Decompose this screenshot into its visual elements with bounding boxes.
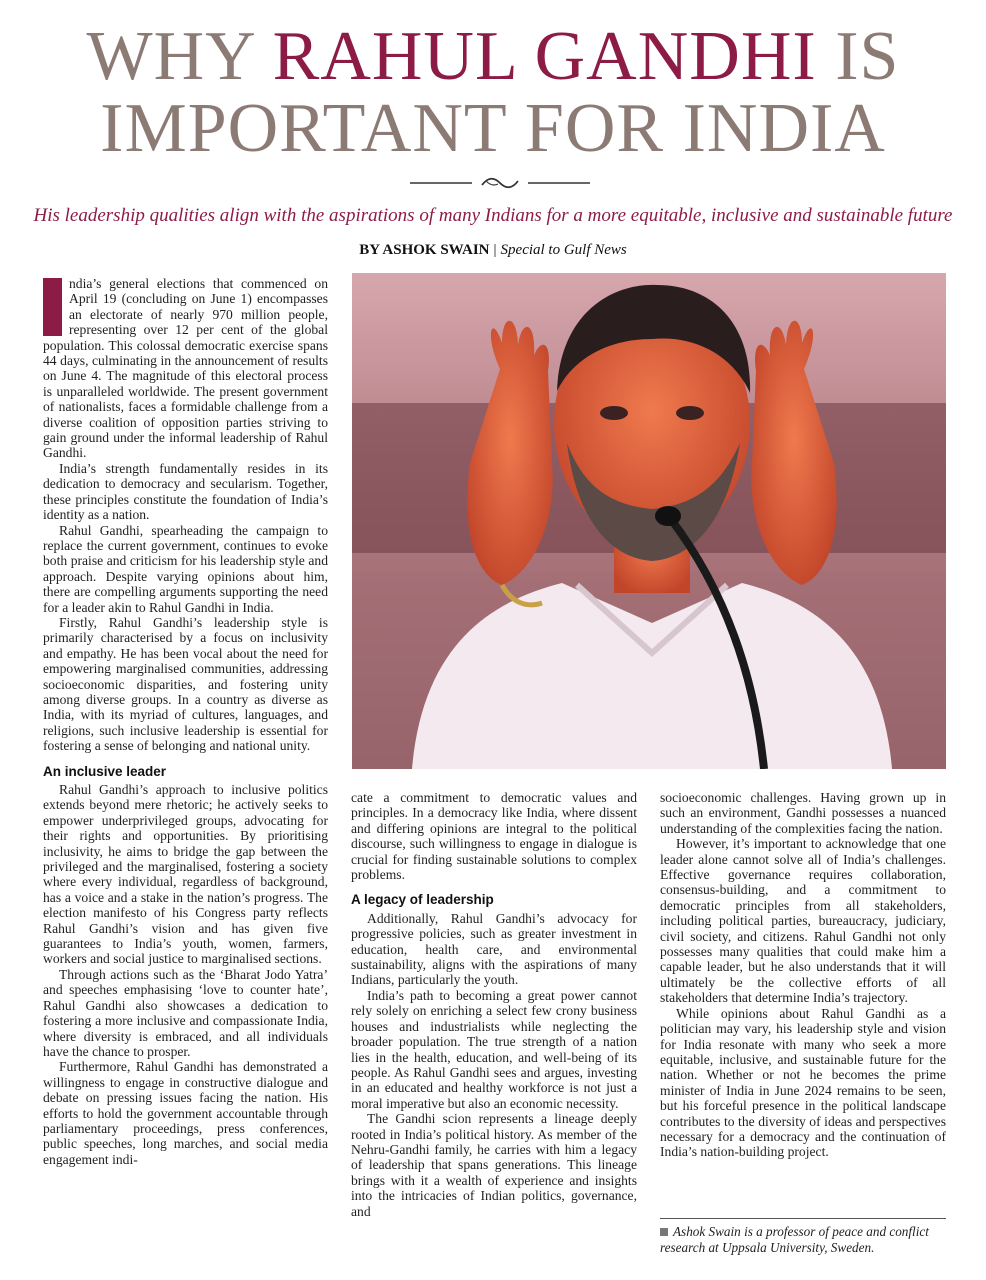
paragraph: India’s path to becoming a great power cannot rely solely on enriching a select few crony business houses and industrialists while neglecting the broader population. The true strength of a nation lies in the health, education, and well-being of its people. As Rahul Gandhi sees and argues, investing in an educated and healthy workforce is not just a moral imperative but also an economic necessity.: [351, 987, 637, 1111]
bio-divider: [660, 1218, 946, 1219]
standfirst: His leadership qualities align with the aspirations of many Indians for a more equitable, inclusive and sustainable future: [33, 205, 953, 226]
headline-accent-name: RAHUL GANDHI: [272, 18, 817, 95]
headline-line-1: [0, 18, 986, 96]
section-heading: A legacy of leadership: [351, 892, 494, 908]
bio-square-icon: [660, 1228, 668, 1236]
byline-separator: |: [493, 242, 497, 258]
headline-post: IS: [816, 18, 900, 95]
paragraph: Rahul Gandhi’s approach to inclusive politics extends beyond mere rhetoric; he actively seeks to empower underprivileged groups, advocating for their rights and opportunities. By prioritising inclusivity, he aims to bridge the gap between the privileged and the marginalised, fostering a society where every individual, regardless of background, has a voice and a stake in the nation’s progress. The election manifesto of his Congress party reflects Rahul Gandhi’s vision and has given five guarantees to India’s youth, women, farmers, workers and social justice to marginalised sections.: [43, 782, 328, 967]
paragraph: Furthermore, Rahul Gandhi has demonstrated a willingness to engage in constructive dialogue and debate on pressing issues facing the nation. His efforts to hold the government accountable through parliamentary proceedings, press conferences, public speeches, long marches, and social media engagement indi-: [43, 1059, 328, 1167]
article-column-3: [660, 790, 946, 1160]
paragraph: Firstly, Rahul Gandhi’s leadership style is primarily characterised by a focus on inclusivity and empathy. He has been vocal about the need for empowering marginalised communities, addressing socioeconomic disparities, and fostering unity among diverse groups. In a country as diverse as India, with its myriad of cultures, languages, and religions, such inclusive leadership is essential for fostering a sense of belonging and national unity.: [43, 614, 328, 754]
paragraph: cate a commitment to democratic values and principles. In a democracy like India, where dissent and differing opinions are integral to the political discourse, such willingness to engage in dialogue is crucial for finding sustainable solutions to complex problems.: [351, 790, 637, 883]
paragraph: While opinions about Rahul Gandhi as a politician may vary, his leadership style and vision for India resonate with many who seek a more equitable, inclusive, and sustainable future for the nation. Whether or not he becomes the prime minister of India in June 2024 remains to be seen, but his forceful presence in the political landscape contributes to the diversity of ideas and perspectives necessary for a democracy and the continuation of India’s nation-building project.: [660, 1005, 946, 1160]
byline: [0, 242, 986, 259]
paragraph: Additionally, Rahul Gandhi’s advocacy for progressive policies, such as greater investment in education, health care, and environmental sustainability, aligns with the aspirations of many Indians, particularly the youth.: [351, 910, 637, 988]
article-column-2: [351, 790, 637, 1219]
drop-cap-bar: [43, 278, 62, 336]
author-bio: [660, 1224, 946, 1255]
paragraph: socioeconomic challenges. Having grown up in such an environment, Gandhi possesses a nuanced understanding of the complexities facing the nation.: [660, 790, 946, 836]
paragraph: However, it’s important to acknowledge that one leader alone cannot solve all of India’s challenges. Effective governance requires collaboration, consensus-building, and a commitment to democratic principles from all stakeholders, including political parties, bureaucracy, judiciary, civil society, and citizens. Rahul Gandhi not only possesses many qualities that could make him a capable leader, but he also understands that it will ultimately be the collective efforts of all stakeholders that determine India’s trajectory.: [660, 836, 946, 1006]
paragraph: Rahul Gandhi, spearheading the campaign to replace the current government, continues to evoke both praise and criticism for his leadership style and approach. Despite varying opinions about him, there are compelling arguments supporting the need for a leader akin to Rahul Gandhi in India.: [43, 522, 328, 615]
paragraph: Through actions such as the ‘Bharat Jodo Yatra’ and speeches emphasising ‘love to counter hate’, Rahul Gandhi also showcases a dedication to fostering a more inclusive and compassionate India, where diversity is embraced, and all individuals have the chance to prosper.: [43, 966, 328, 1059]
paragraph: ndia’s general elections that commenced on April 19 (concluding on June 1) encompasses an electorate of nearly 970 million people, representing over 12 per cent of the global population. This colossal democratic exercise spans 44 days, culminating in the announcement of results on June 4. The magnitude of this electoral process is unparalleled worldwide. The present government of nationalists, faces a formidable challenge from a diverse coalition of opposition parties striving to gain ground under the informal leadership of Rahul Gandhi.: [43, 276, 328, 461]
section-heading: An inclusive leader: [43, 763, 167, 779]
author-role: Special to Gulf News: [500, 242, 627, 258]
article-column-1: [43, 276, 328, 1167]
paragraph: The Gandhi scion represents a lineage deeply rooted in India’s political history. As member of the Nehru-Gandhi family, he carries with him a legacy of leadership that spans generations. This lineage brings with it a wealth of experience and insights into the intricacies of Indian politics, governance, and: [351, 1111, 637, 1219]
ornament-divider-icon: [410, 172, 590, 192]
headline-line-2: IMPORTANT FOR INDIA: [100, 90, 886, 167]
paragraph: India’s strength fundamentally resides in its dedication to democracy and secularism. Together, these principles constitute the foundation of India’s identity as a nation.: [43, 460, 328, 523]
author-name: BY ASHOK SWAIN: [359, 242, 490, 258]
author-bio-text: Ashok Swain is a professor of peace and conflict research at Uppsala University, Sweden.: [660, 1224, 929, 1255]
portrait-photo-icon: [352, 273, 946, 769]
headline-pre: WHY: [86, 18, 273, 95]
portrait-photo: [352, 273, 946, 769]
